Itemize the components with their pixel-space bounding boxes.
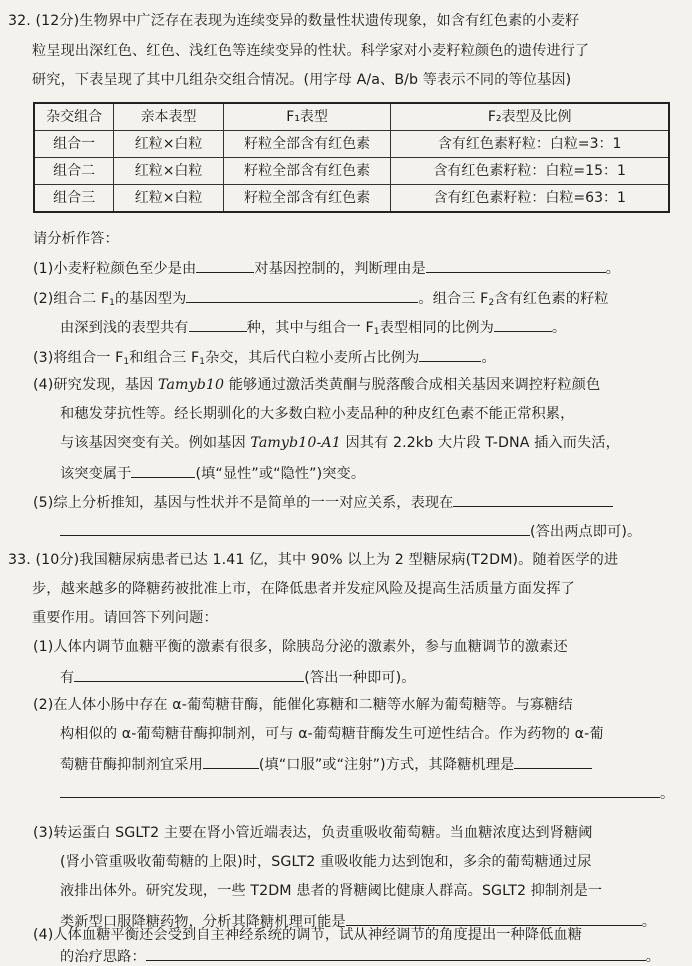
text: 对基因控制的，判断理由是: [254, 261, 426, 277]
q33-part2-line2: 构相似的 α-葡萄糖苷酶抑制剂，可与 α-葡萄糖苷酶发生可逆性结合。作为药物的 α-葡: [60, 726, 604, 742]
table-row: [34, 131, 669, 158]
text: (3)将组合一 F: [33, 350, 124, 366]
answer-blank[interactable]: [131, 465, 195, 478]
table-row: [34, 158, 669, 185]
subscript: 1: [373, 327, 380, 337]
table-header-cell: F₁表型: [223, 103, 390, 131]
text: 种，其中与组合一 F: [246, 320, 374, 336]
text: (填“口服”或“注射”)方式，其降糖机理是: [258, 757, 515, 773]
q32-part4-line2: 和穗发芽抗性等。经长期驯化的大多数白粒小麦品种的种皮红色素不能正常积累，: [60, 406, 575, 422]
q32-part5-line2: [60, 523, 641, 539]
table-row: [34, 185, 669, 213]
subscript: 1: [109, 298, 115, 308]
q32-part2-line1: [33, 290, 609, 308]
text: 因其有 2.2kb 大片段 T-DNA 插入而失活，: [340, 435, 620, 451]
table-cell: 组合三: [34, 185, 114, 213]
text: 能够通过激活类黄酮与脱落酸合成相关基因来调控籽粒颜色: [224, 377, 601, 393]
text: 有: [60, 670, 75, 686]
table-cell: 籽粒全部含有红色素: [223, 185, 390, 213]
cross-table: [33, 102, 670, 213]
text: 表型相同的比例为: [379, 320, 494, 336]
text: 类新型口服降糖药物，分析其降糖机理可能是: [60, 914, 346, 930]
q33-part1-line1: (1)人体内调节血糖平衡的激素有很多，除胰岛分泌的激素外，参与血糖调节的激素还: [33, 639, 568, 655]
q32-part2-line2: [60, 319, 566, 337]
q32-part4-line1: [33, 378, 600, 392]
text: (4)研究发现，基因: [33, 377, 159, 393]
answer-blank[interactable]: [426, 260, 606, 273]
q33-part3-line3: 液排出体外。研究发现，一些 T2DM 患者的肾糖阈比健康人群高。SGLT2 抑制剂是一: [60, 883, 603, 899]
answer-blank[interactable]: [60, 785, 660, 798]
text: 该突变属于: [60, 466, 132, 482]
text: 。: [481, 350, 496, 366]
answer-blank[interactable]: [186, 290, 418, 303]
text: 。组合三 F: [418, 291, 489, 307]
answer-blank[interactable]: [146, 948, 646, 961]
text: (2)组合二 F: [33, 291, 110, 307]
text: (答出一种即可)。: [304, 670, 416, 686]
q32-part3: [33, 349, 496, 367]
subscript: 1: [199, 357, 206, 367]
gene-name: Tamyb10-A1: [250, 435, 341, 451]
q32-stem-line1: 32. (12分)生物界中广泛存在表现为连续变异的数量性状遗传现象，如含有红色素的小麦籽: [8, 13, 580, 29]
answer-blank[interactable]: [494, 319, 552, 332]
q32-part5-line1: [33, 494, 613, 510]
table-cell: 含有红色素籽粒：白粒=63：1: [391, 185, 669, 213]
table-header-cell: F₂表型及比例: [391, 103, 669, 131]
answer-blank[interactable]: [453, 494, 613, 507]
table-cell: 红粒×白粒: [114, 131, 224, 158]
text: 。: [551, 320, 567, 336]
text: 含有红色素的籽粒: [494, 291, 609, 307]
q32-part4-line3: [60, 436, 620, 450]
answer-blank[interactable]: [189, 319, 247, 332]
table-header-cell: 杂交组合: [34, 103, 114, 131]
text: 萄糖苷酶抑制剂宜采用: [60, 757, 203, 773]
text: (答出两点即可)。: [530, 524, 642, 540]
answer-blank[interactable]: [346, 913, 642, 926]
answer-blank[interactable]: [203, 756, 259, 769]
text: 与该基因突变有关。例如基因: [60, 435, 251, 451]
text: 由深到浅的表型共有: [60, 320, 189, 336]
text: (1)小麦籽粒颜色至少是由: [33, 261, 197, 277]
q32-stem-line3: 研究，下表呈现了其中几组杂交组合情况。(用字母 A/a、B/b 等表示不同的等位基因): [32, 72, 572, 88]
answer-blank[interactable]: [419, 349, 481, 362]
q33-part2-line3: [60, 756, 592, 772]
text: 和组合三 F: [129, 350, 200, 366]
table-cell: 组合二: [34, 158, 114, 185]
q32-part4-line4: [60, 465, 365, 481]
table-cell: 红粒×白粒: [114, 158, 224, 185]
subscript: 1: [123, 357, 130, 367]
table-cell: 籽粒全部含有红色素: [223, 158, 390, 185]
q32-part1: [33, 260, 620, 276]
answer-blank[interactable]: [60, 523, 530, 536]
q33-part4-line2: [60, 948, 660, 964]
q33-part3-line1: (3)转运蛋白 SGLT2 主要在肾小管近端表达，负责重吸收葡萄糖。当血糖浓度达到肾糖阈: [33, 825, 593, 841]
text: (填“显性”或“隐性”)突变。: [195, 466, 366, 482]
table-cell: 含有红色素籽粒：白粒=3：1: [391, 131, 669, 158]
q33-stem-line1: 33. (10分)我国糖尿病患者已达 1.41 亿，其中 90% 以上为 2 型糖尿病(T2DM)。随着医学的进: [8, 552, 619, 568]
text: 。: [605, 261, 621, 277]
text: 。: [660, 786, 675, 802]
text: 。: [641, 914, 657, 930]
answer-blank[interactable]: [74, 669, 304, 682]
answer-blank[interactable]: [514, 756, 592, 769]
q33-stem-line2: 步，越来越多的降糖药被批准上市，在降低患者并发症风险及提高生活质量方面发挥了: [32, 581, 575, 597]
q33-part4-line1: (4)人体血糖平衡还会受到自主神经系统的调节，试从神经调节的角度提出一种降低血糖: [33, 927, 583, 943]
text: 杂交，其后代白粒小麦所占比例为: [205, 350, 420, 366]
table-cell: 含有红色素籽粒：白粒=15：1: [391, 158, 669, 185]
table-cell: 红粒×白粒: [114, 185, 224, 213]
gene-name: Tamyb10: [158, 377, 225, 393]
table-header-cell: 亲本表型: [114, 103, 224, 131]
table-header-row: [34, 103, 669, 131]
text: 的基因型为: [114, 291, 187, 307]
q33-part1-line2: [60, 669, 416, 685]
q33-stem-line3: 重要作用。请回答下列问题：: [32, 610, 218, 626]
answer-blank[interactable]: [196, 260, 254, 273]
text: 。: [645, 949, 661, 965]
q33-part2-line1: (2)在人体小肠中存在 α-葡萄糖苷酶，能催化寡糖和二糖等水解为葡萄糖等。与寡糖结: [33, 697, 573, 713]
q33-part2-line4: [60, 785, 674, 801]
text: 的治疗思路：: [60, 949, 146, 965]
q32-stem-line2: 粒呈现出深红色、红色、浅红色等连续变异的性状。科学家对小麦籽粒颜色的遗传进行了: [32, 43, 590, 59]
q33-part3-line2: (肾小管重吸收葡萄糖的上限)时，SGLT2 重吸收能力达到饱和，多余的葡萄糖通过尿: [60, 854, 592, 870]
text: (5)综上分析推知，基因与性状并不是简单的一一对应关系，表现在: [33, 495, 454, 511]
subscript: 2: [488, 298, 495, 308]
table-cell: 籽粒全部含有红色素: [223, 131, 390, 158]
q32-prompt: 请分析作答：: [33, 231, 119, 247]
table-cell: 组合一: [34, 131, 114, 158]
